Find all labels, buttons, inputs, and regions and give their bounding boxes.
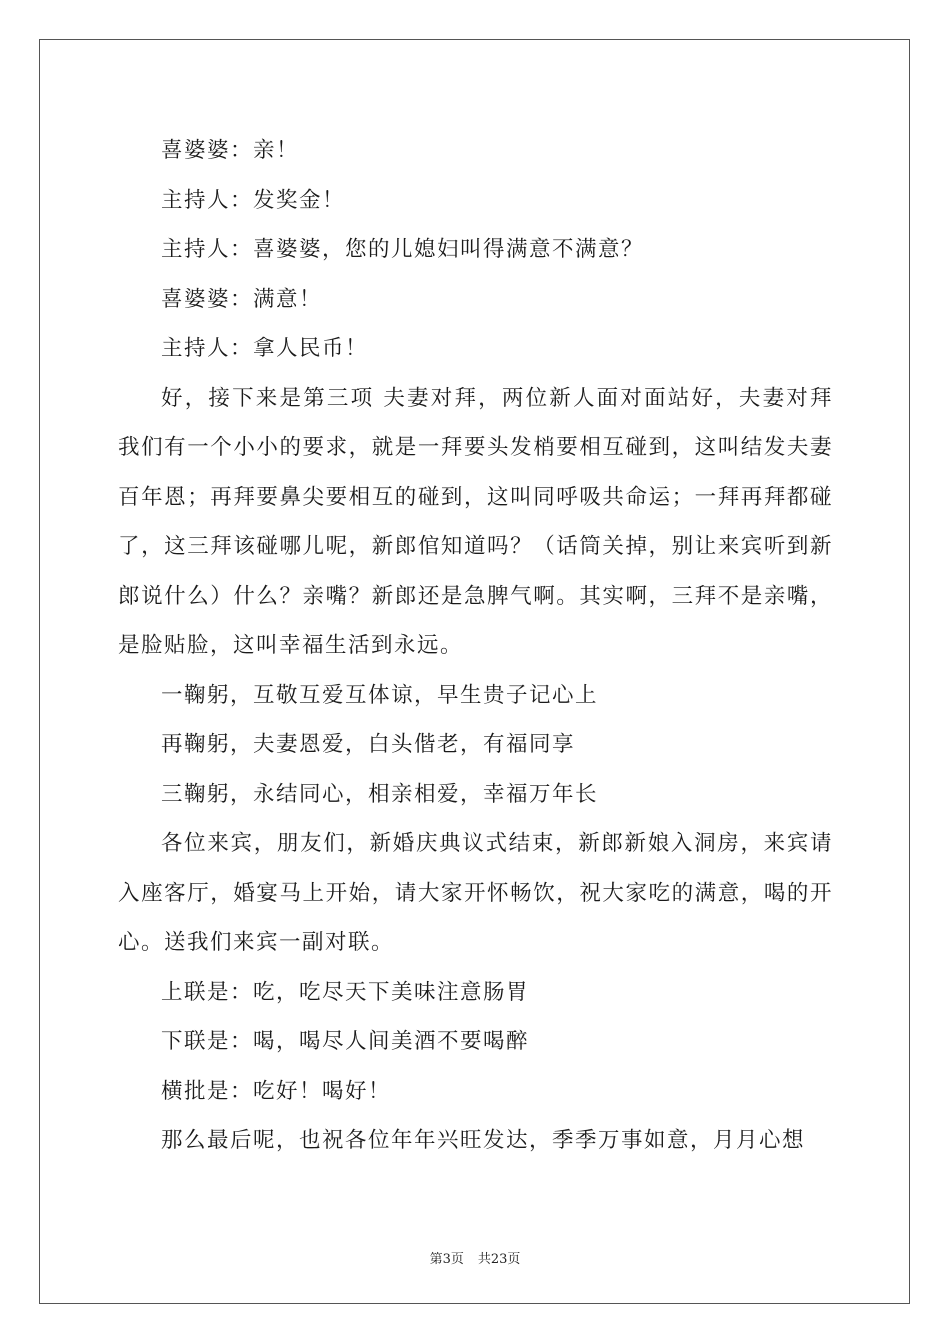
page-total: 共23页 xyxy=(477,1252,521,1267)
dialogue-line: 主持人：发奖金！ xyxy=(161,187,346,213)
dialogue-line: 喜婆婆：满意！ xyxy=(161,286,323,312)
body-paragraph: 各位来宾，朋友们，新婚庆典议式结束，新郎新娘入洞房，来宾请入座客厅，婚宴马上开始，请大家开怀畅饮，祝大家吃的满意，喝的开心。送我们来宾一副对联。 xyxy=(118,831,833,955)
couplet-line: 上联是：吃，吃尽天下美味注意肠胃 xyxy=(161,979,530,1005)
couplet-line: 下联是：喝，喝尽人间美酒不要喝醉 xyxy=(161,1029,530,1054)
dialogue-line: 喜婆婆：亲！ xyxy=(161,138,300,163)
dialogue-line: 主持人：喜婆婆，您的儿媳妇叫得满意不满意？ xyxy=(161,237,645,262)
couplet-line: 横批是：吃好！喝好！ xyxy=(161,1078,392,1104)
page-footer xyxy=(0,1248,950,1267)
body-paragraph: 那么最后呢，也祝各位年年兴旺发达，季季万事如意，月月心想 xyxy=(161,1128,806,1153)
dialogue-line: 主持人：拿人民币！ xyxy=(161,336,369,361)
page-number: 第3页 xyxy=(429,1252,464,1267)
document-body xyxy=(118,126,833,1166)
bow-line: 三鞠躬，永结同心，相亲相爱，幸福万年长 xyxy=(161,781,599,807)
bow-line: 再鞠躬，夫妻恩爱，白头偕老，有福同享 xyxy=(161,732,576,757)
bow-line: 一鞠躬，互敬互爱互体谅，早生贵子记心上 xyxy=(161,682,599,708)
body-paragraph: 好，接下来是第三项 夫妻对拜，两位新人面对面站好，夫妻对拜我们有一个小小的要求，就是一拜要头发梢要相互碰到，这叫结发夫妻百年恩；再拜要鼻尖要相互的碰到，这叫同呼吸共命运；一拜再拜都碰了，这三拜该碰哪儿呢，新郎倌知道吗？（话筒关掉，别让来宾听到新郎说什么）什么？亲嘴？新郎还是急脾气啊。其实啊，三拜不是亲嘴，是脸贴脸，这叫幸福生活到永远。 xyxy=(118,385,833,658)
